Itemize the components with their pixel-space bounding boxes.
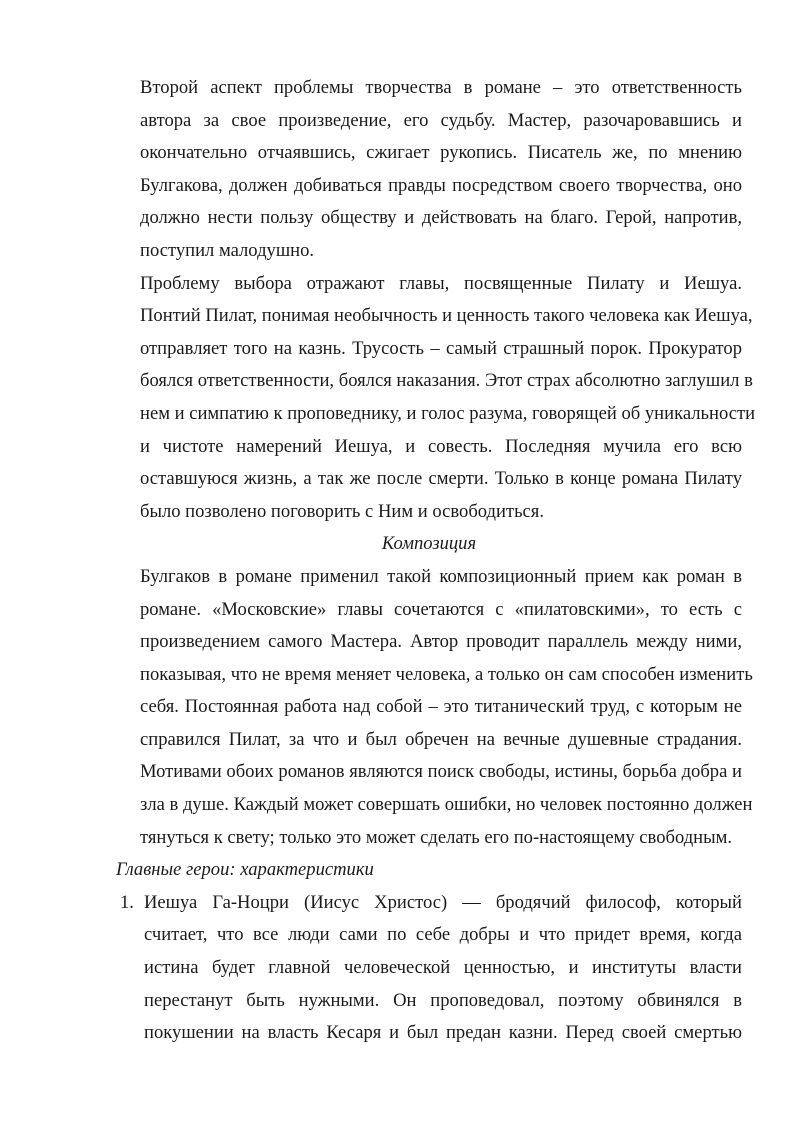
text-line: считает, что все люди сами по себе добры и что придет время, когда <box>144 924 742 946</box>
text-line: романе. «Московские» главы сочетаются с «пилатовскими», то есть с <box>140 598 742 620</box>
text-line: автора за свое произведение, его судьбу. Мастер, разочаровавшись и <box>140 109 742 131</box>
text-line: покушении на власть Кесаря и был предан казни. Перед своей смертью <box>144 1022 742 1044</box>
text-line: Иешуа Га-Ноцри (Иисус Христос) — бродячий философ, который <box>144 891 742 913</box>
section-heading-characters: Главные герои: характеристики <box>116 859 374 881</box>
text-line: и чистоте намерений Иешуа, и совесть. Последняя мучила его всю <box>140 435 742 457</box>
text-line: перестанут быть нужными. Он проповедовал, поэтому обвинялся в <box>144 989 742 1011</box>
text-line: нем и симпатию к проповеднику, и голос разума, говорящей об уникальности <box>140 402 756 424</box>
text-line: произведением самого Мастера. Автор проводит параллель между ними, <box>140 631 742 653</box>
paragraph-composition <box>116 561 753 854</box>
document-body <box>116 72 756 1050</box>
text-line: Проблему выбора отражают главы, посвященные Пилату и Иешуа. <box>140 272 742 294</box>
text-line: показывая, что не время меняет человека, а только он сам способен изменить <box>140 663 753 685</box>
text-line: истина будет главной человеческой ценностью, и институты власти <box>144 957 742 979</box>
text-line: справился Пилат, за что и был обречен на вечные душевные страдания. <box>140 728 742 750</box>
list-item <box>116 887 742 1050</box>
text-line: Булгакова, должен добиваться правды посредством своего творчества, оно <box>140 174 742 196</box>
text-line: Мотивами обоих романов являются поиск свободы, истины, борьба добра и <box>140 761 742 783</box>
paragraph-choice-problem <box>116 268 756 529</box>
text-line: должно нести пользу обществу и действовать на благо. Герой, напротив, <box>140 207 742 229</box>
paragraph-creative-responsibility <box>116 72 742 268</box>
text-line: зла в душе. Каждый может совершать ошибки, но человек постоянно должен <box>140 794 753 816</box>
text-line: отправляет того на казнь. Трусость – самый страшный порок. Прокуратор <box>140 337 742 359</box>
text-line: Понтий Пилат, понимая необычность и ценность такого человека как Иешуа, <box>140 305 753 327</box>
section-heading-composition: Композиция <box>381 533 477 555</box>
text-line: было позволено поговорить с Ним и освободиться. <box>140 500 545 522</box>
text-line: окончательно отчаявшись, сжигает рукопись. Писатель же, по мнению <box>140 142 742 164</box>
list-number: 1. <box>120 891 134 913</box>
text-line: оставшуюся жизнь, а так же после смерти. Только в конце романа Пилату <box>140 468 742 490</box>
text-line: боялся ответственности, боялся наказания. Этот страх абсолютно заглушил в <box>140 370 753 392</box>
text-line: себя. Постоянная работа над собой – это титанический труд, с которым не <box>140 696 742 718</box>
text-line: Булгаков в романе применил такой композиционный прием как роман в <box>140 565 742 587</box>
text-line: тянуться к свету; только это может сделать его по-настоящему свободным. <box>140 826 733 848</box>
text-line: поступил малодушно. <box>140 239 315 261</box>
text-line: Второй аспект проблемы творчества в романе – это ответственность <box>140 77 742 98</box>
